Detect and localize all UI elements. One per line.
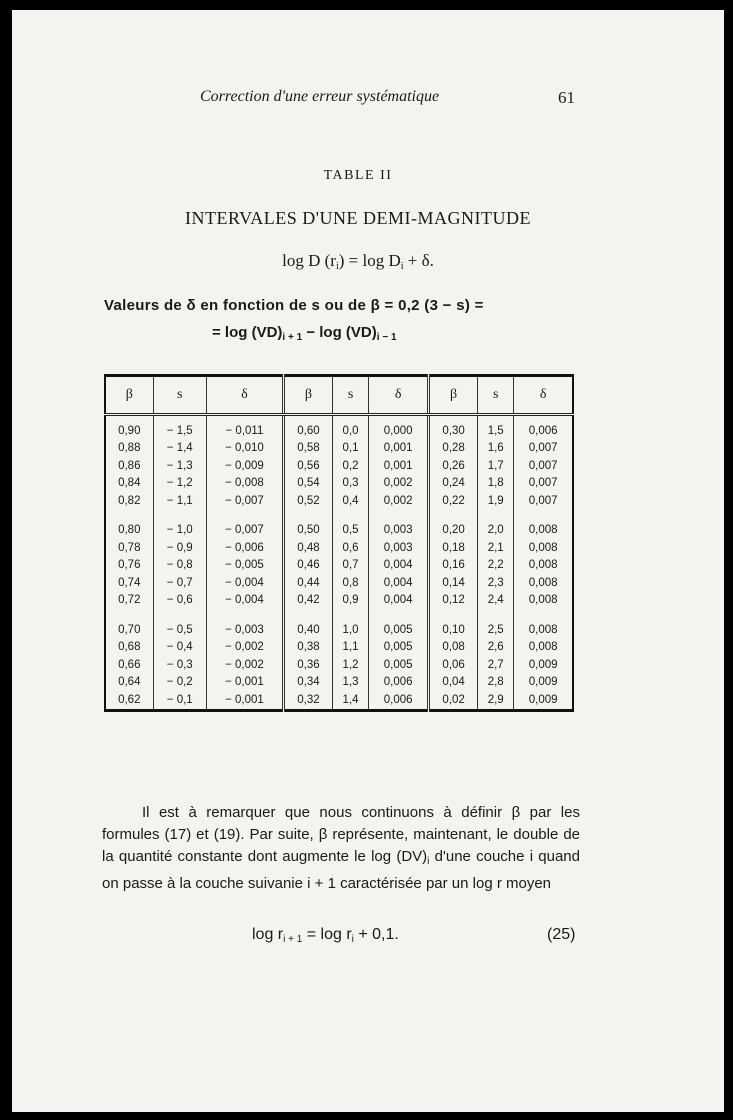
table-cell: 0,009 <box>514 656 573 674</box>
equation-subscript: i + 1 <box>283 934 303 945</box>
table-row <box>105 522 573 540</box>
col-header: s <box>153 376 206 415</box>
table-cell: 0,4 <box>332 492 368 510</box>
col-header: β <box>283 376 332 415</box>
table-cell: − 0,002 <box>206 639 283 657</box>
table-cell: 0,008 <box>514 574 573 592</box>
table-cell: 0,007 <box>514 440 573 458</box>
table-cell: − 0,004 <box>206 592 283 610</box>
table-body <box>105 415 573 711</box>
table-cell: − 0,001 <box>206 691 283 710</box>
main-formula <box>2 251 714 272</box>
book-page <box>12 10 724 1112</box>
table-cell: 1,5 <box>478 415 514 440</box>
col-header: δ <box>514 376 573 415</box>
table-cell: − 0,005 <box>206 557 283 575</box>
running-header <box>12 88 724 110</box>
spacer-cell <box>206 510 283 522</box>
equation-part: log r <box>252 926 284 943</box>
table-cell: 0,006 <box>369 691 429 710</box>
running-title: Correction d'une erreur systématique <box>200 88 440 105</box>
table-cell: 0,001 <box>369 457 429 475</box>
equation-25 <box>12 926 724 950</box>
table-cell: 2,4 <box>478 592 514 610</box>
table-cell: 0,005 <box>369 621 429 639</box>
table-cell: − 1,1 <box>153 492 206 510</box>
table-cell: − 1,2 <box>153 475 206 493</box>
spacer-cell <box>283 510 332 522</box>
table-cell: 0,82 <box>105 492 153 510</box>
spacer-cell <box>206 609 283 621</box>
spacer-cell <box>283 609 332 621</box>
table-cell: − 0,004 <box>206 574 283 592</box>
table-row <box>105 457 573 475</box>
table-cell: 0,58 <box>283 440 332 458</box>
values-caption-line2 <box>212 324 397 343</box>
table-cell: − 0,003 <box>206 621 283 639</box>
table-cell: 0,008 <box>514 522 573 540</box>
table-cell: 1,6 <box>478 440 514 458</box>
table-cell: 0,9 <box>332 592 368 610</box>
table-cell: 0,007 <box>514 457 573 475</box>
table-cell: 0,002 <box>369 492 429 510</box>
table-cell: − 0,006 <box>206 539 283 557</box>
table-cell: 0,006 <box>369 674 429 692</box>
table-cell: 0,90 <box>105 415 153 440</box>
table-cell: 0,8 <box>332 574 368 592</box>
table-cell: − 0,008 <box>206 475 283 493</box>
spacer-cell <box>369 609 429 621</box>
caption-part: − log (VD) <box>302 324 377 341</box>
table-cell: 0,64 <box>105 674 153 692</box>
table-cell: 0,80 <box>105 522 153 540</box>
spacer-cell <box>153 510 206 522</box>
table-cell: − 0,002 <box>206 656 283 674</box>
equation-part: + 0,1. <box>353 926 399 943</box>
table-cell: 0,7 <box>332 557 368 575</box>
table-cell: 2,2 <box>478 557 514 575</box>
formula-subscript: i <box>335 261 339 272</box>
caption-subscript: i + 1 <box>282 332 303 343</box>
table-cell: 0,50 <box>283 522 332 540</box>
formula-part: log D (r <box>282 251 336 270</box>
table-cell: 0,38 <box>283 639 332 657</box>
delta-table <box>104 374 574 712</box>
table-row <box>105 639 573 657</box>
paragraph-subscript: i <box>427 856 430 867</box>
table-cell: 2,3 <box>478 574 514 592</box>
spacer-cell <box>429 510 478 522</box>
table-cell: 1,7 <box>478 457 514 475</box>
table-row <box>105 415 573 440</box>
table-cell: − 0,001 <box>206 674 283 692</box>
table-cell: 0,30 <box>429 415 478 440</box>
table-cell: 0,66 <box>105 656 153 674</box>
caption-part: = log (VD) <box>212 324 283 341</box>
table-cell: 0,54 <box>283 475 332 493</box>
table-cell: 0,008 <box>514 621 573 639</box>
table-row <box>105 656 573 674</box>
table-cell: 0,74 <box>105 574 153 592</box>
table-cell: − 0,2 <box>153 674 206 692</box>
table-cell: 0,009 <box>514 691 573 710</box>
table-cell: 0,34 <box>283 674 332 692</box>
table-cell: 0,12 <box>429 592 478 610</box>
col-header: δ <box>369 376 429 415</box>
table-cell: − 0,3 <box>153 656 206 674</box>
table-cell: 0,52 <box>283 492 332 510</box>
table-cell: 0,2 <box>332 457 368 475</box>
table-cell: 0,3 <box>332 475 368 493</box>
spacer-cell <box>332 609 368 621</box>
table-cell: 1,3 <box>332 674 368 692</box>
table-cell: 0,1 <box>332 440 368 458</box>
formula-part: + δ. <box>403 251 434 270</box>
table-cell: 0,88 <box>105 440 153 458</box>
paragraph-part: Il est à remarquer que nous continuons à définir β par les formules (17) et (19). Par suite, β représente, maintenant, le double de la quantité constante dont augmente le log (DV) <box>102 804 580 865</box>
equation-body <box>252 926 399 945</box>
table-row <box>105 691 573 710</box>
table-cell: 0,6 <box>332 539 368 557</box>
table-cell: − 1,0 <box>153 522 206 540</box>
table-cell: 0,78 <box>105 539 153 557</box>
table-cell: 0,001 <box>369 440 429 458</box>
table-cell: 0,007 <box>514 492 573 510</box>
table-cell: − 0,7 <box>153 574 206 592</box>
table-cell: − 0,9 <box>153 539 206 557</box>
table-cell: 0,56 <box>283 457 332 475</box>
table-title: INTERVALES D'UNE DEMI-MAGNITUDE <box>185 208 531 228</box>
table-cell: 0,72 <box>105 592 153 610</box>
formula-part: ) = log D <box>338 251 401 270</box>
table-cell: 0,22 <box>429 492 478 510</box>
spacer-cell <box>514 510 573 522</box>
table-row <box>105 475 573 493</box>
formula-subscript: i <box>400 261 404 272</box>
table-cell: 0,26 <box>429 457 478 475</box>
table-cell: 0,24 <box>429 475 478 493</box>
spacer-cell <box>478 510 514 522</box>
paragraph-part: d'une couche i quand on passe à la couche suivanie i + 1 caractérisée par un log r moyen <box>102 848 580 892</box>
col-header: β <box>429 376 478 415</box>
table-cell: 2,0 <box>478 522 514 540</box>
table-cell: 0,08 <box>429 639 478 657</box>
table-cell: 0,48 <box>283 539 332 557</box>
table-row <box>105 674 573 692</box>
caption-subscript: i − 1 <box>376 332 397 343</box>
table-cell: 0,008 <box>514 557 573 575</box>
table-cell: − 0,1 <box>153 691 206 710</box>
table-cell: 0,68 <box>105 639 153 657</box>
table-header-row <box>105 376 573 415</box>
spacer-cell <box>429 609 478 621</box>
table-cell: 1,0 <box>332 621 368 639</box>
table-cell: 0,70 <box>105 621 153 639</box>
table-row <box>105 592 573 610</box>
equation-part: = log r <box>302 926 352 943</box>
table-cell: 1,1 <box>332 639 368 657</box>
table-row <box>105 621 573 639</box>
table-cell: 2,8 <box>478 674 514 692</box>
spacer-cell <box>105 510 153 522</box>
table-cell: 0,003 <box>369 522 429 540</box>
table-cell: 0,04 <box>429 674 478 692</box>
table-cell: 0,20 <box>429 522 478 540</box>
table-row <box>105 574 573 592</box>
table-cell: − 0,011 <box>206 415 283 440</box>
table-cell: − 1,3 <box>153 457 206 475</box>
table-cell: − 0,007 <box>206 492 283 510</box>
table-cell: 0,002 <box>369 475 429 493</box>
table-cell: 0,003 <box>369 539 429 557</box>
table-cell: 0,86 <box>105 457 153 475</box>
group-spacer <box>105 510 573 522</box>
table-cell: 0,42 <box>283 592 332 610</box>
table-cell: 0,28 <box>429 440 478 458</box>
table-cell: 0,000 <box>369 415 429 440</box>
table-cell: 0,76 <box>105 557 153 575</box>
table-cell: 1,9 <box>478 492 514 510</box>
table-cell: − 0,4 <box>153 639 206 657</box>
table-cell: 0,006 <box>514 415 573 440</box>
table-cell: − 0,007 <box>206 522 283 540</box>
equation-subscript: i <box>351 934 354 945</box>
table-cell: 1,8 <box>478 475 514 493</box>
table-cell: 2,6 <box>478 639 514 657</box>
table-cell: 0,46 <box>283 557 332 575</box>
table-cell: − 1,5 <box>153 415 206 440</box>
table-cell: 0,008 <box>514 539 573 557</box>
table-cell: 1,2 <box>332 656 368 674</box>
table-cell: − 0,010 <box>206 440 283 458</box>
table-cell: 0,008 <box>514 639 573 657</box>
table-cell: 0,5 <box>332 522 368 540</box>
col-header: δ <box>206 376 283 415</box>
table-label: TABLE II <box>323 168 393 183</box>
group-spacer <box>105 609 573 621</box>
table-cell: 0,60 <box>283 415 332 440</box>
table-cell: − 0,6 <box>153 592 206 610</box>
table-cell: 0,16 <box>429 557 478 575</box>
table-cell: 2,7 <box>478 656 514 674</box>
table-cell: 0,0 <box>332 415 368 440</box>
table-row <box>105 492 573 510</box>
table-cell: 0,40 <box>283 621 332 639</box>
col-header: s <box>332 376 368 415</box>
spacer-cell <box>153 609 206 621</box>
body-paragraph <box>102 802 580 895</box>
table-cell: 0,84 <box>105 475 153 493</box>
table-cell: 1,4 <box>332 691 368 710</box>
table-cell: 0,007 <box>514 475 573 493</box>
table-cell: − 0,8 <box>153 557 206 575</box>
values-caption-line1: Valeurs de δ en fonction de s ou de β = 0,2 (3 − s) = <box>104 297 484 314</box>
table-cell: 0,62 <box>105 691 153 710</box>
table-cell: 0,005 <box>369 656 429 674</box>
table-cell: 0,004 <box>369 592 429 610</box>
table-cell: 0,32 <box>283 691 332 710</box>
table-cell: − 0,009 <box>206 457 283 475</box>
table-cell: 2,9 <box>478 691 514 710</box>
table-cell: 0,008 <box>514 592 573 610</box>
table-cell: 0,44 <box>283 574 332 592</box>
table-cell: 0,10 <box>429 621 478 639</box>
spacer-cell <box>478 609 514 621</box>
page-number: 61 <box>558 88 575 107</box>
table-cell: 0,06 <box>429 656 478 674</box>
col-header: β <box>105 376 153 415</box>
table-cell: 0,005 <box>369 639 429 657</box>
table-cell: 0,009 <box>514 674 573 692</box>
spacer-cell <box>369 510 429 522</box>
paragraph-text <box>102 802 580 895</box>
table-cell: 0,004 <box>369 557 429 575</box>
col-header: s <box>478 376 514 415</box>
table-cell: 0,36 <box>283 656 332 674</box>
spacer-cell <box>332 510 368 522</box>
equation-number: (25) <box>547 926 576 943</box>
table-cell: 0,14 <box>429 574 478 592</box>
table-cell: − 0,5 <box>153 621 206 639</box>
table-cell: − 1,4 <box>153 440 206 458</box>
table-row <box>105 539 573 557</box>
table-cell: 0,18 <box>429 539 478 557</box>
table-cell: 2,1 <box>478 539 514 557</box>
table-cell: 0,004 <box>369 574 429 592</box>
spacer-cell <box>105 609 153 621</box>
table-cell: 2,5 <box>478 621 514 639</box>
table-row <box>105 440 573 458</box>
table-row <box>105 557 573 575</box>
spacer-cell <box>514 609 573 621</box>
table-cell: 0,02 <box>429 691 478 710</box>
